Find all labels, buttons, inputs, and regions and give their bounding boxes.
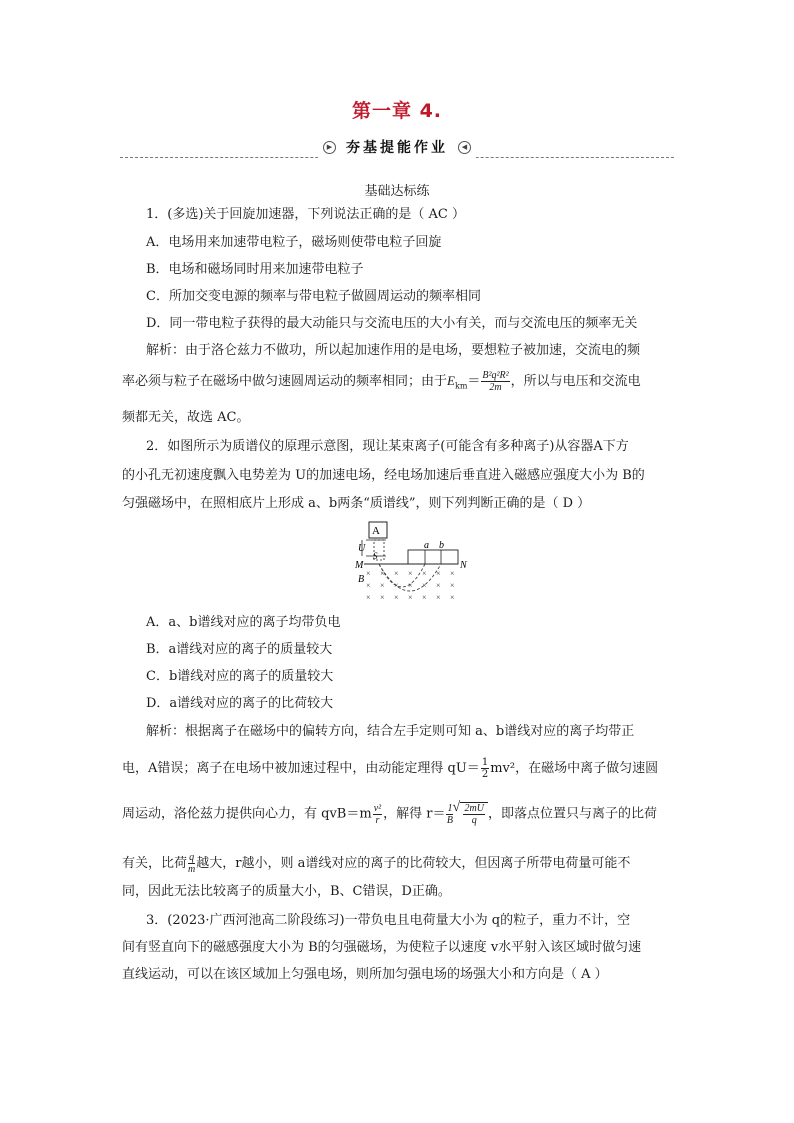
chapter-title: 第一章 4. <box>351 100 443 122</box>
cross: × <box>380 569 385 578</box>
q1-option-d: D．同一带电粒子获得的最大动能只与交流电压的大小有关，而与交流电压的频率无关 <box>146 316 638 331</box>
q2-option-d: D．a谱线对应的离子的比荷较大 <box>146 696 334 711</box>
q2-stem-line3: 匀强磁场中，在照相底片上形成 a、b两条“质谱线”，则下列判断正确的是（ D ） <box>122 496 591 511</box>
label-N: N <box>460 560 467 571</box>
q1-stem: 1．(多选)关于回旋加速器，下列说法正确的是（ AC ） <box>146 207 466 222</box>
q2-analysis-line4: 有关，比荷 $\frac{q}{m}$ 越大，r越小，则 a谱线对应的离子的比荷较大，但因离子所带电荷量可能不 <box>122 852 631 875</box>
photographic-plate <box>408 550 458 564</box>
cross: × <box>436 581 441 590</box>
q2-stem-line2: 的小孔无初速度飘入电势差为 U的加速电场，经电场加速后垂直进入磁感应强度大小为 B的 <box>122 468 645 483</box>
cross: × <box>394 569 399 578</box>
q3-stem-line3: 直线运动，可以在该区域加上匀强电场，则所加匀强电场的场强大小和方向是（ A ） <box>122 967 608 982</box>
cross: × <box>408 569 413 578</box>
cross: × <box>422 593 427 602</box>
cross: × <box>450 569 455 578</box>
cross: × <box>394 593 399 602</box>
cross: × <box>436 569 441 578</box>
label-S: S <box>373 551 378 561</box>
q1-analysis-line3: 频都无关，故选 AC。 <box>122 410 250 425</box>
q2-option-b: B．a谱线对应的离子的质量较大 <box>146 642 333 657</box>
cross: × <box>366 581 371 590</box>
q2-stem-line1: 2．如图所示为质谱仪的原理示意图，现让某束离子(可能含有多种离子)从容器A下方 <box>146 439 629 454</box>
cross: × <box>408 593 413 602</box>
magnetic-field-crosses <box>366 569 455 602</box>
q1-analysis-line2: 率必须与粒子在磁场中做匀速圆周运动的频率相同；由于$E_{km}=$ $\frac{\text{B²q²R²}}{2m}$ ，所以与电压和交流电 <box>122 370 641 393</box>
q1-option-a: A．电场用来加速带电粒子，磁场则使带电粒子回旋 <box>146 235 442 250</box>
right-arrow-icon: ◀ <box>458 141 471 154</box>
label-b: b <box>439 540 444 551</box>
cross: × <box>422 581 427 590</box>
mass-spectrometer-figure <box>350 518 480 608</box>
q2-analysis-line1: 解析：根据离子在磁场中的偏转方向，结合左手定则可知 a、b谱线对应的离子均带正 <box>146 724 635 739</box>
cross: × <box>450 581 455 590</box>
q2-analysis-line5: 同，因此无法比较离子的质量大小，B、C错误，D正确。 <box>122 884 451 899</box>
cross: × <box>366 569 371 578</box>
cross: × <box>380 593 385 602</box>
q2-analysis-line2: 电，A错误；离子在电场中被加速过程中，由动能定理得 qU＝ $\frac{1}{2}$ mv²，在磁场中离子做匀速圆 <box>122 757 659 780</box>
left-arrow-icon: ▶ <box>323 141 336 154</box>
cross: × <box>366 593 371 602</box>
homework-banner <box>318 136 476 158</box>
cross: × <box>380 581 385 590</box>
label-M: M <box>355 560 364 571</box>
q3-stem-line1: 3．(2023·广西河池高二阶段练习)一带负电且电荷量大小为 q的粒子，重力不计，空 <box>146 913 631 928</box>
q2-option-a: A．a、b谱线对应的离子均带负电 <box>146 615 341 630</box>
q3-stem-line2: 间有竖直向下的磁感强度大小为 B的匀强磁场，为使粒子以速度 v水平射入该区域时做匀速 <box>122 940 642 955</box>
label-U: U <box>358 543 366 554</box>
q1-option-b: B．电场和磁场同时用来加速带电粒子 <box>146 262 364 277</box>
label-A: A <box>372 525 380 537</box>
cross: × <box>450 593 455 602</box>
section-heading: 基础达标练 <box>364 184 430 199</box>
label-B: B <box>358 574 365 585</box>
q2-analysis-line3: 周运动，洛伦兹力提供向心力，有 qvB＝m $\frac{\text{v²}}{r}$ ，解得 r＝ $\frac{1}{B}$ √ $\frac{2mU}{q}$ ，即落点位置只与离子的比荷 <box>122 802 657 826</box>
q2-option-c: C．b谱线对应的离子的质量较大 <box>146 669 334 684</box>
cross: × <box>394 581 399 590</box>
q1-option-c: C．所加交变电源的频率与带电粒子做圆周运动的频率相同 <box>146 289 481 304</box>
cross: × <box>408 581 413 590</box>
cross: × <box>436 593 441 602</box>
q1-analysis-line1: 解析：由于洛仑兹力不做功，所以起加速作用的是电场，要想粒子被加速，交流电的频 <box>146 343 641 358</box>
label-a: a <box>424 540 429 551</box>
banner-label: 夯基提能作业 <box>346 140 448 156</box>
cross: × <box>422 569 427 578</box>
trajectory-a <box>379 564 425 587</box>
